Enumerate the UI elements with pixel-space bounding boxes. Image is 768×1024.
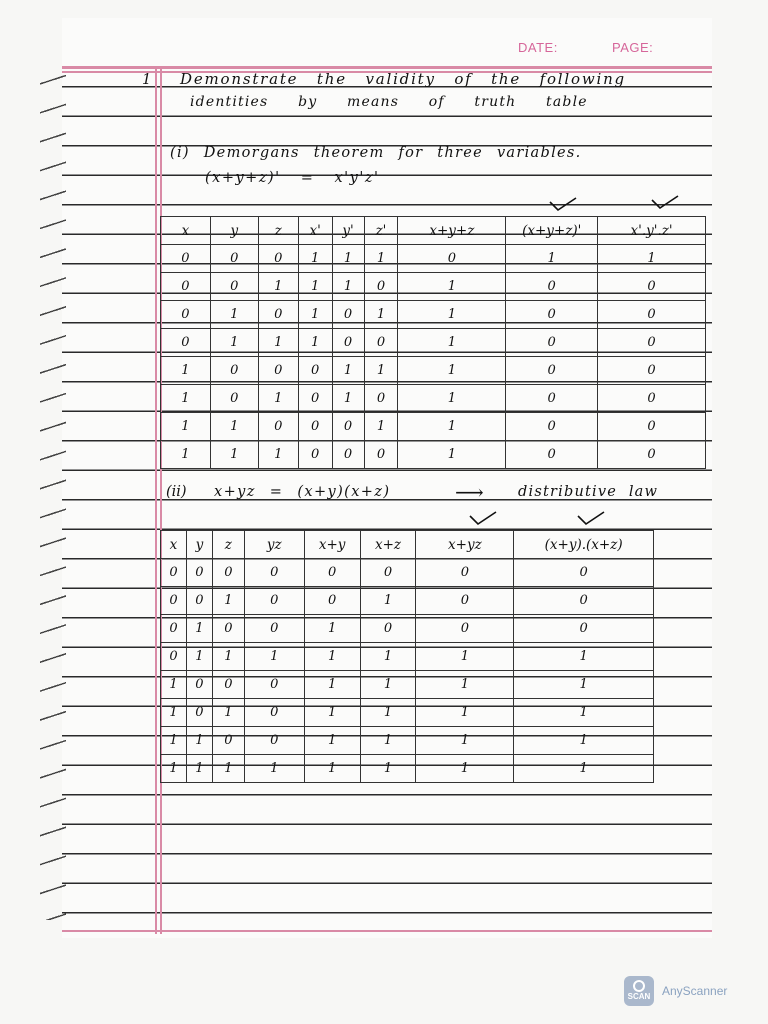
table-cell: 0 [514, 587, 654, 615]
table-row [161, 273, 706, 301]
table-cell: 0 [244, 671, 304, 699]
table-cell: 1 [416, 699, 514, 727]
table-cell: 0 [244, 615, 304, 643]
column-header: x+yz [416, 531, 514, 559]
left-margin-line [155, 66, 157, 934]
table-cell: 0 [161, 329, 211, 357]
table-cell: 0 [258, 357, 298, 385]
anyscanner-watermark [624, 976, 727, 1006]
table-row [161, 671, 654, 699]
table-cell: 1 [212, 587, 244, 615]
question-line-2: identities by means of truth table [190, 94, 588, 110]
table-cell: 0 [304, 587, 360, 615]
table-cell: 1 [514, 699, 654, 727]
table-cell: 1 [161, 357, 211, 385]
date-label: DATE: [518, 40, 558, 55]
table-cell: 0 [244, 727, 304, 755]
table-cell: 1 [258, 273, 298, 301]
table-row [161, 699, 654, 727]
table-cell: 1 [244, 643, 304, 671]
table-header-row [161, 217, 706, 245]
table-cell: 1 [186, 615, 212, 643]
table-cell: 1 [210, 413, 258, 441]
table-cell: 0 [212, 671, 244, 699]
table-row [161, 615, 654, 643]
table-cell: 0 [161, 245, 211, 273]
column-header: x+y+z [398, 217, 506, 245]
tick-icon [650, 194, 680, 210]
table-cell: 0 [332, 301, 364, 329]
column-header: x+z [360, 531, 416, 559]
table-cell: 1 [398, 413, 506, 441]
column-header: y' [332, 217, 364, 245]
table-cell: 1 [360, 643, 416, 671]
table-cell: 0 [161, 273, 211, 301]
table-cell: 0 [360, 615, 416, 643]
table-cell: 1 [332, 357, 364, 385]
table-cell: 0 [332, 441, 364, 469]
table-cell: 0 [210, 273, 258, 301]
table-cell: 1 [506, 245, 598, 273]
table-cell: 0 [161, 615, 187, 643]
table-cell: 1 [360, 699, 416, 727]
column-header: (x+y).(x+z) [514, 531, 654, 559]
column-header: x' [298, 217, 332, 245]
column-header: y [186, 531, 212, 559]
table-cell: 0 [298, 441, 332, 469]
column-header: x'.y'.z' [598, 217, 706, 245]
column-header: x [161, 217, 211, 245]
table-cell: 1 [161, 441, 211, 469]
table-cell: 1 [258, 329, 298, 357]
table-cell: 0 [506, 357, 598, 385]
table-cell: 1 [258, 441, 298, 469]
table-cell: 0 [514, 559, 654, 587]
table-cell: 1 [332, 273, 364, 301]
table-cell: 1 [212, 643, 244, 671]
table-cell: 0 [332, 413, 364, 441]
table-cell: 0 [598, 273, 706, 301]
table-cell: 0 [598, 385, 706, 413]
table-cell: 0 [244, 699, 304, 727]
table-cell: 1 [416, 643, 514, 671]
page-label: PAGE: [612, 40, 654, 55]
table-row [161, 727, 654, 755]
table-cell: 1 [398, 329, 506, 357]
table-cell: 1 [186, 643, 212, 671]
table-cell: 1 [161, 385, 211, 413]
table-cell: 1 [416, 727, 514, 755]
table-cell: 1 [304, 615, 360, 643]
table-cell: 1 [360, 727, 416, 755]
table-cell: 0 [598, 301, 706, 329]
table-cell: 0 [258, 413, 298, 441]
table-cell: 0 [244, 587, 304, 615]
table-row [161, 385, 706, 413]
table-cell: 0 [212, 559, 244, 587]
column-header: (x+y+z)' [506, 217, 598, 245]
column-header: y [210, 217, 258, 245]
table-cell: 0 [364, 441, 398, 469]
table-cell: 0 [186, 587, 212, 615]
table-cell: 1 [161, 699, 187, 727]
table-cell: 1 [304, 727, 360, 755]
left-margin-line-2 [160, 66, 162, 934]
scanner-logo-icon: SCAN [624, 976, 654, 1006]
table-cell: 0 [212, 615, 244, 643]
table-cell: 1 [210, 441, 258, 469]
table-cell: 1 [398, 301, 506, 329]
table-cell: 1 [161, 755, 187, 783]
column-header: yz [244, 531, 304, 559]
table-row [161, 559, 654, 587]
table-cell: 0 [506, 441, 598, 469]
table-cell: 1 [212, 699, 244, 727]
table-cell: 0 [244, 559, 304, 587]
table-cell: 1 [304, 643, 360, 671]
column-header: x+y [304, 531, 360, 559]
table-cell: 1 [304, 755, 360, 783]
table-cell: 1 [212, 755, 244, 783]
table-cell: 0 [360, 559, 416, 587]
table-cell: 0 [258, 301, 298, 329]
table-cell: 1 [186, 755, 212, 783]
table-cell: 1 [332, 245, 364, 273]
table-cell: 0 [258, 245, 298, 273]
table-cell: 1 [514, 755, 654, 783]
table-cell: 1 [161, 413, 211, 441]
table-cell: 0 [161, 559, 187, 587]
table-cell: 0 [506, 273, 598, 301]
table-cell: 1 [304, 699, 360, 727]
table-cell: 0 [506, 413, 598, 441]
column-header: z' [364, 217, 398, 245]
part1-expression: (x+y+z)' = x'y'z' [205, 170, 380, 186]
table-row [161, 301, 706, 329]
table-cell: 1 [364, 245, 398, 273]
bottom-margin-line [62, 930, 712, 932]
table-cell: 0 [364, 273, 398, 301]
table-cell: 1 [360, 755, 416, 783]
table-cell: 0 [161, 643, 187, 671]
table-cell: 0 [332, 329, 364, 357]
table-cell: 0 [186, 559, 212, 587]
table-cell: 0 [161, 301, 211, 329]
table-row [161, 755, 654, 783]
table-cell: 1 [210, 301, 258, 329]
table-cell: 1 [161, 727, 187, 755]
table-cell: 1 [258, 385, 298, 413]
tick-icon [548, 196, 578, 212]
table-cell: 0 [210, 357, 258, 385]
table-cell: 1 [416, 755, 514, 783]
part2-label: (ii) [166, 484, 187, 500]
spiral-binding [40, 60, 66, 920]
part2-law: distributive law [518, 484, 659, 500]
table-cell: 0 [210, 385, 258, 413]
table-cell: 1 [186, 727, 212, 755]
table-cell: 1 [364, 413, 398, 441]
table-cell: 1 [298, 329, 332, 357]
table-cell: 1 [161, 671, 187, 699]
table-row [161, 413, 706, 441]
table-cell: 0 [598, 441, 706, 469]
table-cell: 1 [304, 671, 360, 699]
table-cell: 0 [364, 385, 398, 413]
table-cell: 0 [186, 671, 212, 699]
table-cell: 0 [161, 587, 187, 615]
table-cell: 1 [210, 329, 258, 357]
table-cell: 1 [360, 587, 416, 615]
table-cell: 0 [364, 329, 398, 357]
table-cell: 0 [416, 587, 514, 615]
tick-icon [468, 510, 498, 526]
table-cell: 0 [506, 385, 598, 413]
column-header: z [212, 531, 244, 559]
table-cell: 1 [398, 441, 506, 469]
table-cell: 0 [298, 385, 332, 413]
question-line-1: Demonstrate the validity of the following [180, 70, 626, 88]
arrow-icon: ⟶ [455, 480, 484, 504]
table-row [161, 587, 654, 615]
table-header-row [161, 531, 654, 559]
table-cell: 1 [416, 671, 514, 699]
table-cell: 1 [398, 385, 506, 413]
table-row [161, 441, 706, 469]
truth-table-1 [160, 216, 706, 469]
table-cell: 0 [598, 329, 706, 357]
table-cell: 1 [364, 301, 398, 329]
table-cell: 0 [304, 559, 360, 587]
table-cell: 1 [298, 273, 332, 301]
table-cell: 1 [514, 727, 654, 755]
table-cell: 1 [244, 755, 304, 783]
question-number: 1 [142, 72, 152, 88]
table-cell: 1 [360, 671, 416, 699]
table-row [161, 245, 706, 273]
table-cell: 1 [514, 671, 654, 699]
table-cell: 0 [298, 413, 332, 441]
table-cell: 1 [398, 357, 506, 385]
table-cell: 0 [598, 357, 706, 385]
table-cell: 0 [186, 699, 212, 727]
table-row [161, 643, 654, 671]
part2-expression: x+yz = (x+y)(x+z) [214, 484, 391, 500]
table-row [161, 329, 706, 357]
table-cell: 0 [298, 357, 332, 385]
table-cell: 1 [364, 357, 398, 385]
table-cell: 1 [298, 245, 332, 273]
table-cell: 0 [598, 413, 706, 441]
table-cell: 0 [514, 615, 654, 643]
table-cell: 0 [506, 301, 598, 329]
table-cell: 0 [416, 615, 514, 643]
table-cell: 0 [398, 245, 506, 273]
column-header: x [161, 531, 187, 559]
table-cell: 1 [298, 301, 332, 329]
tick-icon [576, 510, 606, 526]
table-cell: 1 [598, 245, 706, 273]
table-cell: 0 [212, 727, 244, 755]
table-cell: 0 [210, 245, 258, 273]
table-cell: 1 [398, 273, 506, 301]
table-row [161, 357, 706, 385]
column-header: z [258, 217, 298, 245]
watermark-brand: AnyScanner [662, 984, 728, 998]
truth-table-2 [160, 530, 654, 783]
part1-title: (i) Demorgans theorem for three variables. [170, 145, 582, 161]
table-cell: 0 [506, 329, 598, 357]
table-cell: 1 [514, 643, 654, 671]
table-cell: 0 [416, 559, 514, 587]
table-cell: 1 [332, 385, 364, 413]
